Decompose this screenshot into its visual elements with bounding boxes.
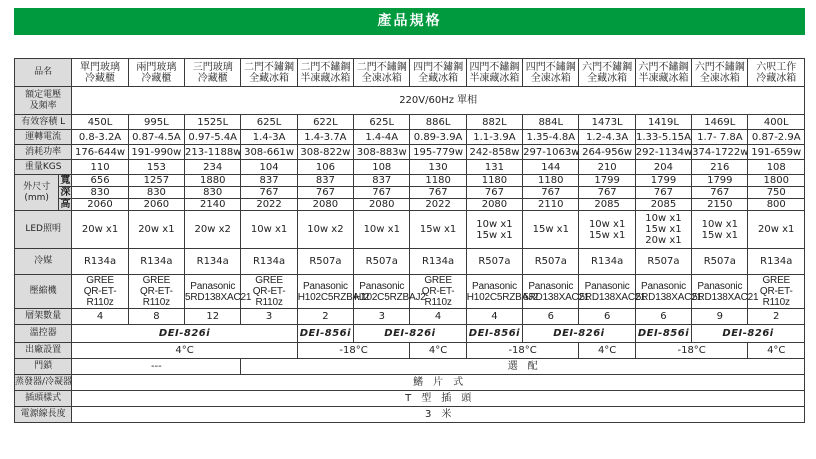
label-weight: 重量KGS [15, 160, 72, 175]
width-cell: 656 [72, 175, 128, 187]
capacity-cell: 1469L [692, 115, 748, 130]
width-cell: 837 [354, 175, 410, 187]
width-cell: 837 [297, 175, 353, 187]
current-cell: 1.4-3A [241, 130, 297, 145]
row-lock [15, 359, 805, 375]
label-refrigerant: 冷媒 [15, 249, 72, 275]
height-cell: 2060 [72, 199, 128, 211]
width-cell: 1180 [410, 175, 466, 187]
power-cell: 374-1722w [692, 146, 749, 158]
power-cell: 242-858w [466, 145, 522, 160]
shelves-cell: 2 [748, 309, 805, 325]
shelves-cell: 4 [72, 309, 128, 325]
depth-cell: 767 [523, 187, 579, 199]
controller-group: DEI-856i [635, 325, 691, 343]
current-cell: 1.7- 7.8A [692, 130, 748, 145]
weight-cell: 110 [72, 160, 128, 175]
height-cell: 2022 [241, 199, 297, 211]
compressor-cell: GREE QR-ET-R110z [241, 275, 297, 309]
weight-cell: 210 [579, 160, 635, 175]
shelves-cell: 6 [523, 309, 579, 325]
label-plug: 插頭樣式 [15, 391, 72, 407]
spec-table [14, 58, 805, 423]
depth-cell: 767 [241, 187, 297, 199]
height-cell: 2140 [185, 199, 241, 211]
capacity-cell: 625L [354, 115, 410, 130]
cord-value: 3 米 [72, 407, 805, 423]
weight-cell: 108 [354, 160, 410, 175]
power-cell: 195-779w [410, 145, 466, 160]
height-cell: 2022 [410, 199, 466, 211]
capacity-cell: 625L [241, 115, 297, 130]
height-cell: 2085 [579, 199, 635, 211]
compressor-cell: GREE QR-ET-R110z [72, 275, 128, 309]
compressor-cell: GREE QR-ET-R110z [410, 275, 466, 309]
factory-group: 4°C [72, 343, 297, 359]
refrigerant-cell: R134a [241, 249, 297, 275]
led-cell: 15w x1 [410, 211, 466, 249]
shelves-cell: 6 [579, 309, 635, 325]
power-cell: 191-990w [128, 145, 184, 160]
model-2: 兩門玻璃 冷藏櫃 [128, 59, 184, 87]
compressor-cell: Panasonic 5RD138XAC21 [185, 275, 241, 309]
row-height [15, 199, 805, 211]
refrigerant-cell: R507a [635, 249, 691, 275]
current-cell: 0.89-3.9A [410, 130, 466, 145]
depth-cell: 750 [748, 187, 805, 199]
led-cell: 20w x2 [185, 211, 241, 249]
compressor-cell: Panasonic 5RD138XAC21 [523, 275, 579, 309]
refrigerant-cell: R134a [748, 249, 805, 275]
controller-group: DEI-856i [297, 325, 353, 343]
capacity-cell: 450L [72, 115, 128, 130]
refrigerant-cell: R134a [72, 249, 128, 275]
row-model [15, 59, 805, 87]
refrigerant-cell: R134a [410, 249, 466, 275]
weight-cell: 153 [128, 160, 184, 175]
controller-group: DEI-856i [466, 325, 522, 343]
refrigerant-cell: R507a [354, 249, 410, 275]
width-cell: 1180 [466, 175, 522, 187]
model-5: 二門不鏽鋼 半凍藏冰箱 [297, 59, 353, 87]
label-evaporator: 蒸發器/冷凝器 [15, 375, 72, 391]
model-3: 三門玻璃 冷藏櫃 [185, 59, 241, 87]
width-cell: 1800 [748, 175, 805, 187]
current-cell: 0.87-2.9A [748, 130, 805, 145]
width-cell: 1880 [185, 175, 241, 187]
current-cell: 0.97-5.4A [185, 130, 241, 145]
height-cell: 2080 [466, 199, 522, 211]
row-weight [15, 160, 805, 175]
voltage-value: 220V/60Hz 單相 [72, 87, 805, 115]
capacity-cell: 886L [410, 115, 466, 130]
factory-group: -18°C [635, 343, 748, 359]
weight-cell: 204 [635, 160, 691, 175]
height-cell: 2150 [692, 199, 748, 211]
height-cell: 2110 [523, 199, 579, 211]
row-plug [15, 391, 805, 407]
led-cell: 15w x1 [523, 211, 579, 249]
label-model: 品名 [15, 59, 72, 87]
row-led [15, 211, 805, 249]
compressor-cell: Panasonic H102C5RZBAJ2 [354, 275, 410, 309]
weight-cell: 106 [297, 160, 353, 175]
led-cell: 10w x1 [241, 211, 297, 249]
depth-cell: 767 [635, 187, 691, 199]
capacity-cell: 995L [128, 115, 184, 130]
row-current [15, 130, 805, 145]
height-cell: 2080 [297, 199, 353, 211]
current-cell: 1.2-4.3A [579, 130, 635, 145]
led-cell: 20w x1 [72, 211, 128, 249]
weight-cell: 234 [185, 160, 241, 175]
row-cord [15, 407, 805, 423]
depth-cell: 830 [185, 187, 241, 199]
led-cell: 10w x1 15w x1 [579, 211, 635, 249]
refrigerant-cell: R134a [128, 249, 184, 275]
led-cell: 20w x1 [128, 211, 184, 249]
compressor-cell: Panasonic 5RD138XAC21 [692, 275, 748, 309]
label-depth: 深 [60, 187, 71, 198]
compressor-cell: GREE QR-ET-R110z [128, 275, 184, 309]
shelves-cell: 12 [185, 309, 241, 325]
current-cell: 1.35-4.8A [523, 130, 579, 145]
led-cell: 10w x2 [297, 211, 353, 249]
power-cell: 292-1134w [635, 146, 693, 158]
row-refrigerant [15, 249, 805, 275]
weight-cell: 130 [410, 160, 466, 175]
depth-cell: 830 [128, 187, 184, 199]
height-cell: 800 [748, 199, 805, 211]
label-controller: 溫控器 [15, 325, 72, 343]
depth-cell: 767 [410, 187, 466, 199]
capacity-cell: 1525L [185, 115, 241, 130]
shelves-cell: 3 [354, 309, 410, 325]
depth-cell: 767 [466, 187, 522, 199]
factory-group: 4°C [410, 343, 466, 359]
controller-group: DEI-826i [523, 325, 636, 343]
row-evaporator [15, 375, 805, 391]
label-width: 寬 [60, 175, 71, 186]
current-cell: 1.4-4A [354, 130, 410, 145]
label-lock: 門鎖 [15, 359, 72, 375]
weight-cell: 131 [466, 160, 522, 175]
current-cell: 0.87-4.5A [128, 130, 184, 145]
shelves-cell: 6 [635, 309, 691, 325]
controller-group: DEI-826i [354, 325, 467, 343]
row-controller [15, 325, 805, 343]
model-1: 單門玻璃 冷藏櫃 [72, 59, 128, 87]
current-cell: 1.33-5.15A [635, 131, 691, 143]
power-cell: 308-822w [297, 145, 353, 160]
row-capacity [15, 115, 805, 130]
compressor-cell: GREE QR-ET-R110z [748, 275, 805, 309]
weight-cell: 108 [748, 160, 805, 175]
refrigerant-cell: R134a [579, 249, 635, 275]
refrigerant-cell: R507a [297, 249, 353, 275]
row-width [15, 175, 805, 187]
model-6: 二門不鏽鋼 全凍冰箱 [354, 59, 410, 87]
row-factory [15, 343, 805, 359]
width-cell: 1799 [692, 175, 748, 187]
current-cell: 1.1-3.9A [466, 130, 522, 145]
label-capacity: 有效容積 L [15, 115, 72, 130]
row-power [15, 145, 805, 160]
row-compressor [15, 275, 805, 309]
width-cell: 1799 [635, 175, 691, 187]
factory-group: -18°C [466, 343, 579, 359]
shelves-cell: 2 [297, 309, 353, 325]
refrigerant-cell: R134a [185, 249, 241, 275]
row-shelves [15, 309, 805, 325]
shelves-cell: 8 [128, 309, 184, 325]
label-voltage: 額定電壓 及頻率 [15, 87, 72, 115]
capacity-cell: 882L [466, 115, 522, 130]
label-factory: 出廠設置 [15, 343, 72, 359]
factory-group: 4°C [748, 343, 805, 359]
model-13: 六呎工作 冷藏冰箱 [748, 59, 805, 87]
compressor-cell: Panasonic H102C5RZBAJ2 [297, 275, 353, 309]
led-cell: 20w x1 [748, 211, 805, 249]
label-size: 外尺寸 (mm) [15, 175, 59, 211]
current-cell: 0.8-3.2A [72, 130, 128, 145]
depth-cell: 767 [579, 187, 635, 199]
width-cell: 1799 [579, 175, 635, 187]
compressor-cell: Panasonic 5RD138XAC21 [635, 275, 691, 309]
depth-cell: 767 [297, 187, 353, 199]
model-9: 四門不鏽鋼 全凍冰箱 [523, 59, 579, 87]
capacity-cell: 1419L [635, 115, 691, 130]
model-10: 六門不鏽鋼 全藏冰箱 [579, 59, 635, 87]
evaporator-value: 鰭 片 式 [72, 375, 805, 391]
shelves-cell: 4 [466, 309, 522, 325]
model-8: 四門不鏽鋼 半凍藏冰箱 [466, 59, 522, 87]
power-cell: 297-1063w [523, 146, 580, 158]
row-voltage [15, 87, 805, 115]
refrigerant-cell: R507a [692, 249, 748, 275]
power-cell: 308-883w [354, 145, 410, 160]
power-cell: 176-644w [72, 145, 128, 160]
width-cell: 837 [241, 175, 297, 187]
shelves-cell: 4 [410, 309, 466, 325]
label-current: 運轉電流 [15, 130, 72, 145]
capacity-cell: 1473L [579, 115, 635, 130]
factory-group: 4°C [579, 343, 635, 359]
capacity-cell: 884L [523, 115, 579, 130]
model-11: 六門不鏽鋼 半凍藏冰箱 [635, 59, 691, 87]
label-shelves: 層架數量 [15, 309, 72, 325]
shelves-cell: 9 [692, 309, 748, 325]
capacity-cell: 400L [748, 115, 805, 130]
power-cell: 264-956w [579, 145, 635, 160]
row-depth [15, 187, 805, 199]
plug-value: T 型 插 頭 [72, 391, 805, 407]
power-cell: 308-661w [241, 145, 297, 160]
controller-group: DEI-826i [692, 325, 805, 343]
weight-cell: 216 [692, 160, 748, 175]
refrigerant-cell: R507a [523, 249, 579, 275]
led-cell: 10w x1 15w x1 20w x1 [635, 211, 691, 249]
shelves-cell: 3 [241, 309, 297, 325]
page-title: 產品規格 [14, 8, 805, 35]
label-height: 高 [60, 199, 71, 210]
power-cell: 213-1188w [185, 146, 242, 158]
capacity-cell: 622L [297, 115, 353, 130]
led-cell: 10w x1 15w x1 [466, 211, 522, 249]
led-cell: 10w x1 [354, 211, 410, 249]
power-cell: 191-659w [748, 145, 805, 160]
height-cell: 2060 [128, 199, 184, 211]
led-cell: 10w x1 15w x1 [692, 211, 748, 249]
factory-group: -18°C [297, 343, 410, 359]
refrigerant-cell: R507a [466, 249, 522, 275]
weight-cell: 104 [241, 160, 297, 175]
height-cell: 2085 [635, 199, 691, 211]
label-power: 消耗功率 [15, 145, 72, 160]
current-cell: 1.4-3.7A [297, 130, 353, 145]
compressor-cell: Panasonic H102C5RZBAJ2 [466, 275, 522, 309]
label-led: LED照明 [15, 211, 72, 249]
label-compressor: 壓縮機 [15, 275, 72, 309]
model-4: 二門不鏽鋼 全藏冰箱 [241, 59, 297, 87]
model-12: 六門不鏽鋼 全凍冰箱 [692, 59, 748, 87]
label-cord: 電源線長度 [15, 407, 72, 423]
depth-cell: 830 [72, 187, 128, 199]
compressor-cell: Panasonic 5RD138XAC21 [579, 275, 635, 309]
width-cell: 1257 [128, 175, 184, 187]
width-cell: 1180 [523, 175, 579, 187]
lock-group: 選 配 [241, 359, 805, 375]
depth-cell: 767 [354, 187, 410, 199]
model-7: 四門不鏽鋼 全藏冰箱 [410, 59, 466, 87]
weight-cell: 144 [523, 160, 579, 175]
lock-group: --- [72, 359, 241, 375]
height-cell: 2080 [354, 199, 410, 211]
depth-cell: 767 [692, 187, 748, 199]
controller-group: DEI-826i [72, 325, 297, 343]
